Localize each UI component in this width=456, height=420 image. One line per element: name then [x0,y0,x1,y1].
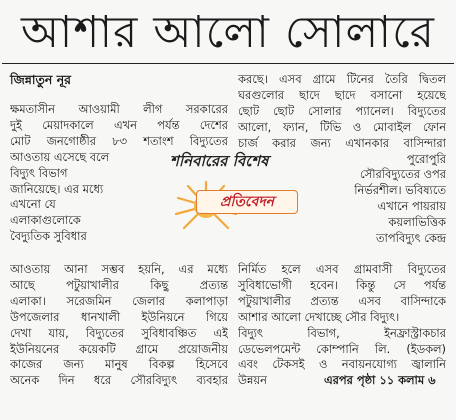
text-line: আওতায় আনা সম্ভব হয়নি, এর মধ্যে [10,262,228,276]
text-line: দুই মেয়াদকালে এখন পর্যন্ত দেশের [10,117,228,132]
text-line: ডেভেলপমেন্ট কোম্পানি লি. (ইডকল) [238,341,446,356]
text-line: তাপবিদ্যুৎ কেন্দ্র [376,231,446,246]
text-line: বিদ্যুৎ বিভাগ, ইনফ্রাস্ট্রাকচার [238,325,446,340]
badge-label: প্রতিবেদন [196,190,298,214]
text-line: নির্ভরশীল। ভবিষ্যতে [354,183,446,198]
continued-note[interactable]: এরপর পৃষ্ঠা ১১ কলাম ৬ [324,373,436,388]
text-line: আওতায় এসেছে বলে [10,149,110,164]
text-line: পুরোপুরি [406,151,446,166]
text-line: পটুয়াখালীর প্রত্যন্ত এসব বাসিন্দাকে [238,293,446,308]
last-line-row [238,373,446,389]
right-column-bottom [238,262,446,389]
text-line: এখনো যে [10,197,56,212]
headline-rule [2,63,454,64]
text-line: জানিয়েছে। এর মধ্যে [10,181,104,196]
text-line: উপজেলার ধানখালী ইউনিয়নে গিয়ে [10,309,228,324]
text-line: এবং টেকসই ও নবায়নযোগ্য জ্বালানি [238,357,446,372]
text-line: সৌরবিদ্যুতের ওপর [360,167,446,182]
text-line: এলাকাগুলোকে [10,213,81,228]
text-line: এখানে পায়রায় [377,199,446,214]
text-line: আলো, ফ্যান, টিভি ও মোবাইল ফোন [238,119,446,134]
text-line: বৈদ্যুতিক সুবিধার [10,229,87,244]
text-line: ছোট ছোট সোলার প্যানেল। বিদ্যুতের [238,103,446,118]
text-line: দেখা যায়, বিদ্যুতের সুবিধাবঞ্চিত এই [10,325,228,340]
text-line: নির্মিত হলে এসব গ্রামবাসী বিদ্যুতের [238,262,446,276]
byline: জিন্নাতুন নূর [10,72,72,87]
text-line: বিদ্যুৎ বিভাগ [10,165,68,180]
text-line: কাজের জন্য মানুষ বিকল্প হিসেবে [10,357,228,372]
badge-title: শনিবারের বিশেষ [170,152,269,170]
headline: আশার আলো সোলারে [21,7,435,58]
text-line: করছে। এসব গ্রামে টিনের তৈরি দ্বিতল [238,72,446,86]
text-line: অনেক দিন ধরে সৌরবিদ্যুৎ ব্যবহার [10,373,228,388]
text-line: মোট জনগোষ্ঠীর ৮৩ শতাংশ বিদ্যুতের [10,133,228,148]
left-column-bottom [10,262,228,389]
text-line: ইউনিয়নের কয়েকটি গ্রামে প্রয়োজনীয় [10,341,228,356]
text-line: আছে পটুয়াখালীর কিছু প্রত্যন্ত [10,277,228,292]
text-line: সুবিধাভোগী হবেন। কিন্তু সে পর্যন্ত [238,277,446,292]
text-line: উন্নয়ন [238,373,267,388]
text-line: এলাকা। সরেজমিন জেলার কলাপাড়া [10,293,228,308]
text-line: চার্জ করার জন্য এখানকার বাসিন্দারা [238,135,446,150]
special-report-badge [148,150,318,245]
text-line: ঘরগুলোর ছাদে ছাদে বসানো হয়েছে [238,87,446,102]
text-line: আশার আলো দেখাচ্ছে সৌর বিদ্যুৎ। [238,309,400,324]
text-line: কয়লাভিত্তিক [388,215,446,230]
text-line: ক্ষমতাসীন আওয়ামী লীগ সরকারের [10,102,228,116]
